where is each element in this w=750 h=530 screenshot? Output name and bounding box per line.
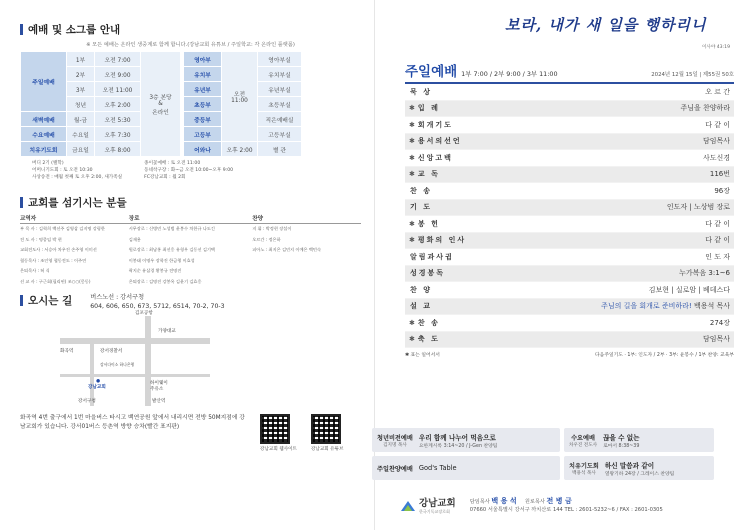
order-item-label: 용서의선언 <box>417 137 462 146</box>
school-label: 유년부 <box>184 82 222 97</box>
box-msg: God's Table <box>418 464 457 472</box>
standing-mark: ✱ <box>409 137 417 146</box>
order-item-name <box>405 219 475 229</box>
order-row <box>405 200 734 217</box>
order-item-value <box>475 169 734 179</box>
order-item-value <box>475 219 734 229</box>
order-row <box>405 266 734 283</box>
staff-row <box>20 245 361 256</box>
order-item-value <box>475 301 734 311</box>
order-item-label: 묵 상 <box>410 87 432 96</box>
order-legend <box>405 351 734 358</box>
order-item-text: 274장 <box>709 318 730 327</box>
sched-cell: 월-금 <box>67 112 95 127</box>
sub-line: 버디 2기 (밸학) <box>32 161 64 166</box>
map-label: 발산역 <box>152 399 166 404</box>
staff-cell: 곽지순 유삼경 황봉규 전명진 <box>128 268 182 274</box>
order-row <box>405 299 734 316</box>
order-item-value <box>475 334 734 344</box>
school-label: 유치부 <box>184 67 222 82</box>
location-map <box>60 311 210 406</box>
school-label: 영아부 <box>184 52 222 67</box>
standing-mark: ✱ <box>409 104 417 113</box>
order-item-name <box>405 169 475 179</box>
order-row <box>405 332 734 349</box>
awana-place: 별 관 <box>258 142 302 157</box>
order-item-label: 회개기도 <box>417 120 453 129</box>
order-item-value <box>475 103 734 113</box>
box-msg: 우리 함께 나누어 먹음으로 <box>418 433 496 442</box>
school-label: 고등부 <box>184 127 222 142</box>
map-road <box>145 316 151 406</box>
order-item-value <box>475 202 734 212</box>
staff-header <box>20 214 361 224</box>
order-item-value <box>475 120 734 130</box>
school-room: 유치부실 <box>258 67 302 82</box>
staff-row <box>20 266 361 277</box>
bus-info <box>90 293 224 311</box>
sched-cell: 1부 <box>67 52 95 67</box>
staff-title: 교회를 섬기시는 분들 <box>20 195 361 210</box>
church-info <box>470 497 663 514</box>
directions-footer <box>20 414 361 452</box>
order-item-text: 인 도 자 <box>705 252 730 261</box>
school-room: 유년부실 <box>258 82 302 97</box>
box-msg2: 요한계시록 3:14~20 / J-Gen 찬양팀 <box>418 443 498 449</box>
order-item-value <box>475 268 734 278</box>
other-services <box>372 428 722 484</box>
standing-mark: ✱ <box>409 120 417 129</box>
order-item-text: 인도자 | 노상범 장로 <box>666 203 730 212</box>
order-item-name <box>405 235 475 245</box>
school-time: 오전 11:00 <box>222 52 258 142</box>
order-row <box>405 167 734 184</box>
order-row <box>405 233 734 250</box>
sched-cell: 3부 <box>67 82 95 97</box>
staff-header-cell: 찬양 <box>252 216 264 222</box>
order-row <box>405 150 734 167</box>
staff-cell: 협동목사 : 조인영 협동전도 : 이주연 <box>20 257 87 263</box>
church-address: 07660 서울특별시 강서구 까치산로 144 TEL : 2601-5232~6 / FAX : 2601-0305 <box>469 506 663 513</box>
order-item-label: 찬 송 <box>410 186 432 195</box>
sched-cell: 오전 11:00 <box>95 82 141 97</box>
box-title: 수요예배 <box>571 434 595 442</box>
sub-line: 사상송전 : 매월 첫째 토 오후 2:00, 새가족실 <box>32 175 123 180</box>
order-item-text: 사도신경 <box>702 153 730 162</box>
directions-desc: 화곡역 4번 출구에서 1번 마을버스 타시고 백연공원 앞에서 내리시면 전방 50M지점에 강남교회가 있습니다. 강서01버스 등촌역 방향 승차(빨간 표지판) <box>20 415 245 430</box>
order-item-label: 봉 헌 <box>417 219 440 228</box>
sub-groups <box>32 157 361 181</box>
staff-cell: 이봉태 이명우 장학진 한금행 이효성 <box>128 257 195 263</box>
online-note: ※ 모든 예배는 온라인 생중계로 함께 합니다.(강남교회 유튜브 / 주일학교: 각 온라인 플랫폼) <box>86 42 295 48</box>
staff-header-cell: 장로 <box>128 216 140 222</box>
elder-label: 원로목사 <box>524 498 545 505</box>
sched-cell: 오후 8:00 <box>95 142 141 157</box>
schedule-table <box>20 51 361 157</box>
staff-row <box>20 256 361 267</box>
sched-cell: 청년 <box>67 97 95 112</box>
staff-cell: 지 휘 : 박정현 장섭이 <box>252 226 292 232</box>
order-item-name <box>405 318 475 328</box>
box-sub: 김지명 목사 <box>383 442 407 448</box>
order-item-text: 96장 <box>714 186 730 195</box>
dawn-label: 새벽예배 <box>21 112 67 127</box>
order-item-text: 담임목사 <box>702 137 730 146</box>
standing-mark: ✱ <box>409 219 417 228</box>
order-item-label: 축 도 <box>417 335 440 344</box>
main-sanctuary: 3층 본당 & 온라인 <box>141 52 181 157</box>
box-sub: 차우진 전도사 <box>569 442 598 448</box>
map-label: 하이웨이 주유소 <box>150 381 168 392</box>
sched-cell: 오전 5:30 <box>95 112 141 127</box>
healing-service-box <box>564 456 714 480</box>
directions-title: 오시는 길 <box>20 293 72 308</box>
school-room: 초등부실 <box>258 97 302 112</box>
praise-service-box <box>372 456 560 480</box>
map-label: 김포공항 <box>135 311 153 316</box>
order-row <box>405 249 734 266</box>
staff-cell: 교회전도사 : 서승아 차우진 손주영 이미선 <box>20 247 97 253</box>
order-row <box>405 101 734 118</box>
staff-cell: 김재용 <box>128 236 141 242</box>
elder-name: 전 병 금 <box>546 496 572 505</box>
order-item-value <box>475 136 734 146</box>
order-item-text: 다 같 이 <box>705 120 730 129</box>
banner <box>505 14 734 52</box>
staff-cell: 은퇴목사 : 허 식 <box>20 268 50 274</box>
order-item-label: 입 례 <box>417 104 440 113</box>
school-label: 초등부 <box>184 97 222 112</box>
service-times: 1부 7:00 / 2부 9:00 / 3부 11:00 <box>461 70 558 78</box>
staff-list <box>20 224 361 287</box>
order-item-text: 백용석 목사 <box>693 302 730 311</box>
order-item-label: 찬 양 <box>410 285 432 294</box>
school-room: 영아부실 <box>258 52 302 67</box>
map-label: 화곡역 <box>60 349 74 354</box>
order-row <box>405 117 734 134</box>
service-header <box>405 60 734 84</box>
sched-cell: 금요일 <box>67 142 95 157</box>
order-item-text: 다 같 이 <box>705 219 730 228</box>
staff-cell: 원로장로 : 최남홍 최선웅 유형우 김동선 김기택 <box>128 247 215 253</box>
order-item-label: 교 독 <box>417 170 440 179</box>
box-title: 주일찬양예배 <box>377 465 413 473</box>
map-road <box>60 338 210 344</box>
order-item-name <box>405 120 475 130</box>
sched-cell: 오전 9:00 <box>95 67 141 82</box>
staff-header-cell: 교역자 <box>20 216 37 222</box>
order-item-value <box>475 186 734 196</box>
order-item-text: 오 르 간 <box>705 87 730 96</box>
standing-mark: ✱ <box>409 335 417 344</box>
bus-lines: 604, 606, 650, 673, 5712, 6514, 70-2, 70-3 <box>90 303 225 310</box>
pastor-name: 백 용 석 <box>491 496 517 505</box>
map-church-label: 강남교회 <box>88 385 106 390</box>
sched-cell: 오전 7:00 <box>95 52 141 67</box>
staff-row <box>20 277 361 288</box>
order-item-label: 평화의 인사 <box>417 236 467 245</box>
staff-row <box>20 224 361 235</box>
staff-cell: 피아노 : 최지은 김민지 이예은 백민숙 <box>252 247 322 253</box>
order-item-label: 설 교 <box>410 302 432 311</box>
order-item-value <box>475 235 734 245</box>
sunday-label: 주일예배 <box>21 52 67 112</box>
order-item-value <box>475 87 734 97</box>
sched-cell: 오후 7:30 <box>95 127 141 142</box>
banner-text: 보라, 내가 새 일을 행하리니 <box>505 16 707 34</box>
order-item-label: 기 도 <box>410 203 432 212</box>
order-item-name <box>405 202 475 212</box>
qr-caption: 강남교회 웹사이트 <box>260 447 297 452</box>
box-msg: 끊을 수 없는 <box>603 433 640 442</box>
order-item-name <box>405 103 475 113</box>
order-item-name <box>405 268 475 278</box>
order-row <box>405 84 734 101</box>
map-label: 강서다이소 하나은행 <box>100 362 135 367</box>
church-denomination: 한국기독교장로회 <box>419 509 450 514</box>
healing-label: 치유기도회 <box>21 142 67 157</box>
order-item-name <box>405 334 475 344</box>
staff-cell: 은퇴장로 : 김명진 강봉옥 김윤기 김효웅 <box>128 278 202 284</box>
staff-cell: 부 목 사 : 김혁희 백선주 김영삼 김지명 강평한 <box>20 226 105 232</box>
sched-cell: 오후 2:00 <box>95 97 141 112</box>
standing-mark: ✱ <box>409 236 417 245</box>
staff-cell: 선 교 사 : 구근회(필리핀) 조○○(몽동) <box>20 278 91 284</box>
order-item-label: 알림과사귐 <box>410 252 454 261</box>
order-item-text: 116번 <box>709 170 730 179</box>
box-title: 청년비전예배 <box>377 434 413 442</box>
map-road <box>90 338 94 406</box>
box-msg: 하신 말씀과 같이 <box>604 461 655 470</box>
order-item-value <box>475 318 734 328</box>
order-row <box>405 183 734 200</box>
legend-right: 다음주일기도 · 1부: 인도자 / 2부 · 3부: 윤봉수 / 1부 찬양: 교육부 <box>595 353 734 358</box>
box-sub: 백용석 목사 <box>572 470 596 476</box>
order-item-text: 주님을 찬양하라 <box>680 104 730 113</box>
sched-cell: 수요일 <box>67 127 95 142</box>
map-label: 강서경찰서 <box>100 349 123 354</box>
sub-line: 어머니기도회 : 토 오전 10:30 <box>32 168 93 173</box>
website-qr[interactable] <box>260 414 290 444</box>
order-row <box>405 315 734 332</box>
order-item-name <box>405 87 475 97</box>
order-item-value <box>475 252 734 262</box>
order-item-label: 신앙고백 <box>417 153 453 162</box>
qr-caption: 강남교회 유튜브 <box>310 447 344 452</box>
order-item-name <box>405 252 475 262</box>
order-row <box>405 134 734 151</box>
order-item-name <box>405 285 475 295</box>
awana-label: 어와나 <box>184 142 222 157</box>
standing-mark: ✱ <box>409 170 417 179</box>
map-pin-icon: ● <box>96 379 101 384</box>
footer <box>400 495 740 515</box>
service-name: 주일예배 <box>405 64 458 80</box>
order-item-text: 다 같 이 <box>705 236 730 245</box>
order-row <box>405 282 734 299</box>
church-logo-icon <box>400 498 416 512</box>
school-room: 고등부실 <box>258 127 302 142</box>
order-item-name <box>405 136 475 146</box>
staff-row <box>20 235 361 246</box>
school-room: 직은예배실 <box>258 112 302 127</box>
sub-line: 종이꽃예배 : 토 오전 11:00 <box>144 161 201 166</box>
pastor-label: 담임목사 <box>469 498 490 505</box>
bus-stop: 버스노선 : 강서구청 <box>90 294 145 301</box>
church-name: 강남교회 <box>419 498 456 509</box>
order-item-text: 누가복음 3:1~6 <box>679 269 730 278</box>
banner-ref: 이사야 43:19 <box>701 45 730 50</box>
order-item-value <box>475 285 734 295</box>
standing-mark: ✱ <box>409 318 417 327</box>
youth-service-box <box>372 428 560 452</box>
staff-cell: 전 도 사 : 명종임 박 현 <box>20 236 62 242</box>
qr-codes <box>260 414 344 452</box>
box-msg2: 열왕기하 24장 / 그레이스 찬양팀 <box>604 471 675 477</box>
wednesday-service-box <box>564 428 714 452</box>
school-label: 중등부 <box>184 112 222 127</box>
directions <box>20 293 361 312</box>
box-msg2: 로마서 8:38~39 <box>603 443 640 449</box>
order-item-text: 김보현 | 실로암 | 베데스다 <box>648 285 730 294</box>
order-item-value <box>475 153 734 163</box>
youtube-qr[interactable] <box>311 414 341 444</box>
standing-mark: ✱ <box>409 153 417 162</box>
awana-time: 오후 2:00 <box>222 142 258 157</box>
service-date: 2024년 12월 15일 | 제55권 50호 <box>651 72 734 78</box>
legend-left: ✱ 표는 일어서서 <box>405 353 440 358</box>
order-item-text: 담임목사 <box>702 335 730 344</box>
wed-label: 수요예배 <box>21 127 67 142</box>
sub-line: FC강남교회 : 월 2회 <box>144 175 186 180</box>
map-label: 강서구청 <box>78 399 96 404</box>
sermon-title: 주님의 길을 회개로 준비하라! <box>601 302 692 311</box>
worship-info-title: 예배 및 소그룹 안내 <box>20 22 361 37</box>
order-item-name <box>405 153 475 163</box>
order-item-label: 성경봉독 <box>410 269 446 278</box>
order-row <box>405 216 734 233</box>
sched-cell: 2부 <box>67 67 95 82</box>
map-label: 가양대교 <box>158 329 176 334</box>
sub-line: 동네착구장 : 화~금 오전 10:00~오후 9:00 <box>144 168 234 173</box>
order-item-label: 찬 송 <box>417 318 440 327</box>
staff-cell: 오르간 : 정은하 <box>252 236 281 242</box>
order-item-name <box>405 301 475 311</box>
map-road <box>60 374 210 377</box>
box-title: 치유기도회 <box>569 462 599 470</box>
order-of-worship <box>405 84 734 348</box>
staff-cell: 시무장로 : 신병민 노성범 윤봉수 차한규 나도긴 <box>128 226 215 232</box>
order-item-name <box>405 186 475 196</box>
